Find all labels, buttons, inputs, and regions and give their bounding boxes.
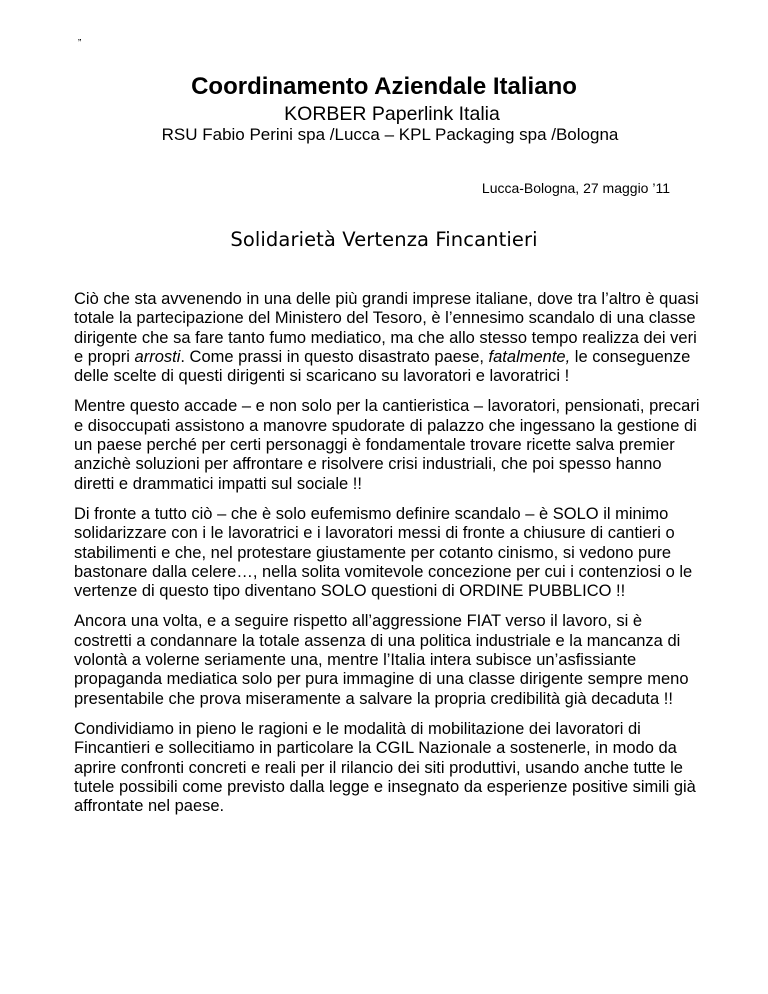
paragraph-1-text-c: le conseguenze delle scelte di questi dirigenti si scaricano su lavoratori e lavoratrici !: [74, 347, 691, 386]
paragraph-1-text-a: Ciò che sta avvenendo in una delle più grandi imprese italiane, dove tra l’altro è quasi totale la partecipazione del Ministero del Tesoro, è l’ennesimo scandalo di una classe dirigente che sa fare tanto fumo mediatico, ma che allo stesso tempo realizza dei veri e propri: [74, 290, 699, 366]
paragraph-1-italic-fatalmente: fatalmente,: [488, 347, 571, 366]
paragraph-5: Condividiamo in pieno le ragioni e le modalità di mobilitazione dei lavoratori di Fincantieri e sollecitiamo in particolare la CGIL Nazionale a sostenerle, in modo da aprire confronti concreti e reali per il rilancio dei siti produttivi, usando anche tutte le tutele possibili come previsto dalla legge e insegnato da esperienze positive simili già affrontate nel paese.: [74, 719, 696, 816]
document-title: Coordinamento Aziendale Italiano: [191, 73, 577, 100]
document-body: [74, 290, 700, 827]
paragraph-1-text-b: . Come prassi in questo disastrato paese,: [180, 347, 489, 366]
paragraph-2: Mentre questo accade – e non solo per la cantieristica – lavoratori, pensionati, precari e disoccupati assistono a manovre spudorate di palazzo che ingessano la gestione di un paese perché per certi personaggi è fondamentale trovare ricette salva premier anzichè soluzioni per affrontare e risolvere crisi industriali, che poi spesso hanno diretti e drammatici impatti sul sociale !!: [74, 397, 700, 493]
date-line: Lucca-Bologna, 27 maggio ’11: [481, 180, 670, 196]
paragraph-1-italic-arrosti: arrosti: [134, 347, 181, 366]
quote-mark: ”: [78, 38, 82, 49]
rsu-line: RSU Fabio Perini spa /Lucca – KPL Packaging spa /Bologna: [161, 125, 619, 144]
section-heading: Solidarietà Vertenza Fincantieri: [230, 228, 538, 251]
paragraph-3: Di fronte a tutto ciò – che è solo eufemismo definire scandalo – è SOLO il minimo solidarizzare con i le lavoratrici e i lavoratori messi di fronte a chiusure di cantieri o stabilimenti e che, nel protestare giustamente per cotanto cinismo, si vedono pure bastonare dalla celere…, nella solita vomitevole concezione per cui i contenziosi o le vertenze di questo tipo diventano SOLO questioni di ORDINE PUBBLICO !!: [74, 504, 693, 601]
paragraph-4: Ancora una volta, e a seguire rispetto all’aggressione FIAT verso il lavoro, si è costretti a condannare la totale assenza di una politica industriale e la mancanza di volontà a volerne seriamente una, mentre l’Italia intera subisce un’asfissiante propaganda mediatica solo per pura immagine di una classe dirigente sempre meno presentabile che prova miseramente a salvare la propria credibilità già decaduta !!: [74, 612, 689, 708]
paragraph-1: [74, 290, 700, 386]
document-subtitle: KORBER Paperlink Italia: [284, 103, 500, 125]
